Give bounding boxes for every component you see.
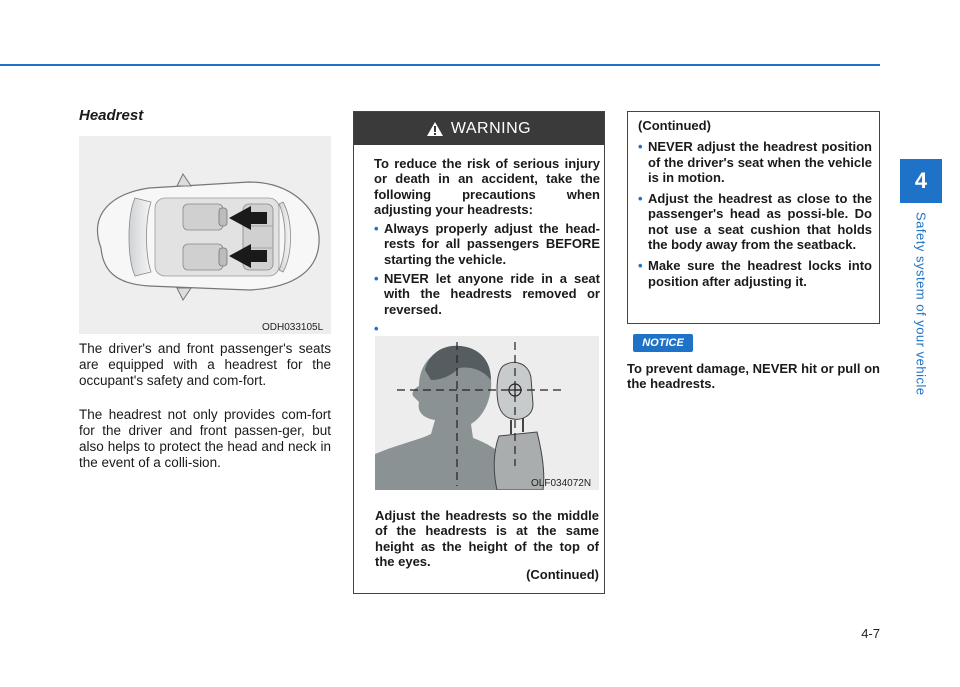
chapter-number: 4 (914, 168, 928, 193)
notice-text: To prevent damage, NEVER hit or pull on the headrests. (627, 361, 880, 392)
chapter-tab (900, 159, 942, 203)
warning-triangle-icon (427, 122, 443, 136)
warning-bullet-figure (374, 321, 600, 336)
notice-badge: NOTICE (633, 334, 693, 352)
continued-heading: (Continued) (638, 118, 711, 133)
continued-bullet: • Adjust the headrest as close to the passenger's head as possi-ble. Do not use a seat cushion that holds the body away from the seatback. (638, 191, 872, 252)
page-number: 4-7 (861, 626, 880, 641)
warning-bullet: • NEVER let anyone ride in a seat with the headrests removed or reversed. (374, 271, 600, 317)
continued-box (627, 111, 880, 324)
continued-body (638, 118, 872, 289)
warning-header (354, 112, 604, 145)
warning-continued: (Continued) (526, 567, 599, 582)
car-top-view-figure (79, 136, 331, 334)
warning-label: WARNING (450, 119, 532, 137)
continued-bullet: • NEVER adjust the headrest position of the driver's seat when the vehicle is in motion. (638, 139, 872, 185)
figure-code: ODH033105L (262, 322, 324, 333)
paragraph-1: The driver's and front passenger's seats are equipped with a headrest for the occupant's safety and com-fort. (79, 341, 331, 388)
warning-intro: To reduce the risk of serious injury or death in an accident, take the following precautions when adjusting your headrests: (374, 156, 600, 217)
chapter-title-vertical (900, 212, 942, 402)
figure-code: OLF034072N (531, 478, 592, 489)
car-illustration (79, 136, 331, 334)
top-rule (0, 64, 880, 66)
warning-body (374, 156, 600, 336)
continued-bullet: • Make sure the headrest locks into position after adjusting it. (638, 258, 872, 289)
headrest-position-figure (375, 336, 599, 490)
paragraph-2: The headrest not only provides com-fort for the driver and front passen-ger, but also helps to protect the head and neck in the event of a colli-sion. (79, 407, 331, 470)
chapter-title: Safety system of your vehicle (913, 212, 929, 396)
section-title: Headrest (79, 107, 144, 124)
warning-after-figure: Adjust the headrests so the middle of the headrests is at the same height as the height of the top of the eyes. (375, 508, 599, 569)
warning-bullet: • Always properly adjust the head-rests for all passengers BEFORE starting the vehicle. (374, 221, 600, 267)
head-headrest-illustration (375, 336, 599, 490)
